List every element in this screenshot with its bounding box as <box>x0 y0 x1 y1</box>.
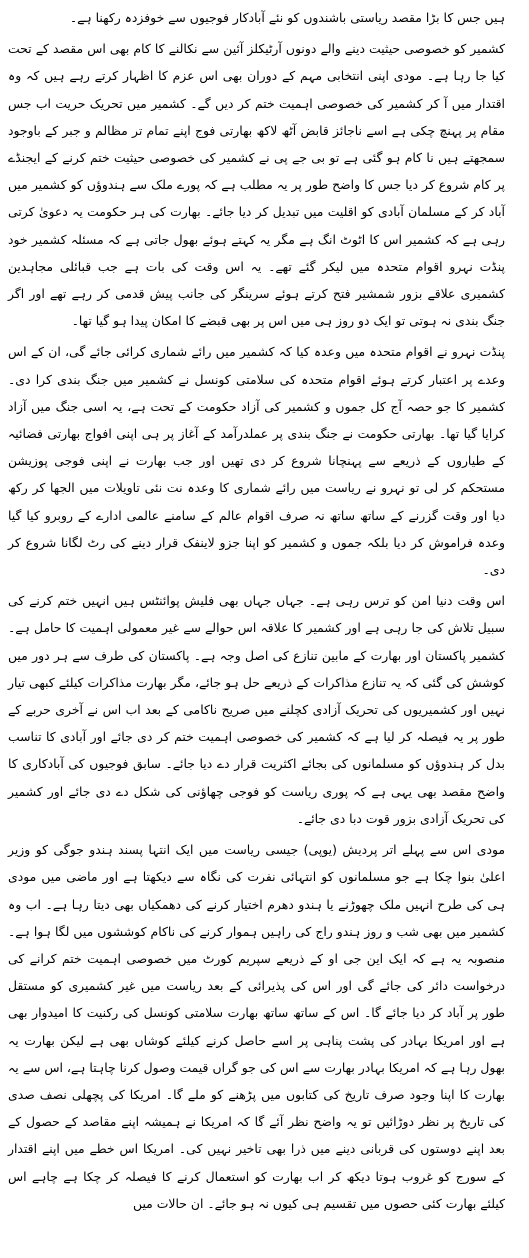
article-paragraph-1: ہیں جس کا بڑا مقصد ریاستی باشندوں کو نئے آبادکار فوجیوں سے خوفزدہ رکھنا ہے۔ <box>69 10 505 25</box>
article-paragraph-4: اس وقت دنیا امن کو ترس رہی ہے۔ جہاں جہاں بھی فلیش پوائنٹس ہیں انہیں ختم کرنے کی سبیل تلاش کی جا رہی ہے اور کشمیر کا علاقہ اس حوالے سے غیر معمولی اہمیت کا حامل ہے۔ کشمیر پاکستان اور بھارت کے مابین تنازع کی اصل وجہ ہے۔ پاکستان کی طرف سے ہر دور میں کوشش کی گئی کہ یہ تنازع مذاکرات کے ذریعے حل ہو جائے، مگر بھارت مذاکرات کیلئے کبھی تیار نہیں اور کشمیریوں کی تحریک آزادی کچلنے میں صریح ناکامی کے بعد اب اس نے آخری حربے کے طور پر یہ فیصلہ کر لیا ہے کہ کشمیر کی خصوصی اہمیت ختم کر دی جائے اور آبادی کا تناسب بدل کر ہندوؤں کو مسلمانوں کی بجائے اکثریت قرار دے دیا جائے۔ سابق فوجیوں کی آبادکاری کا واضح مقصد بھی یہی ہے کہ پوری ریاست کو فوجی چھاؤنی کی شکل دے دی جائے اور کشمیر کی تحریک آزادی بزور قوت دبا دی جائے۔ <box>8 593 505 826</box>
article-paragraph-5: مودی اس سے پہلے اتر پردیش (یوپی) جیسی ریاست میں ایک انتہا پسند ہندو جوگی کو وزیر اعلیٰ بنوا چکا ہے جو مسلمانوں کو انتہائی نفرت کی نگاہ سے دیکھتا ہے اور ماضی میں مودی ہی کی طرح انہیں ملک چھوڑنے یا ہندو دھرم اختیار کرنے کی دھمکیاں بھی دیتا رہا ہے۔ اب وہ کشمیر میں بھی شب و روز ہندو راج کی راہیں ہموار کرنے کی ناکام کوششوں میں لگا ہوا ہے۔ منصوبہ یہ ہے کہ ایک این جی او کے ذریعے سپریم کورٹ میں خصوصی اہمیت ختم کرانے کی درخواست دائر کی جائے گی اور اس کی پذیرائی کے بعد ریاست میں غیر کشمیری کو مستقل طور پر آباد کر دیا جائے گا۔ اس کے ساتھ ساتھ بھارت سلامتی کونسل کی رکنیت کا امیدوار بھی ہے اور امریکا بہادر کی پشت پناہی پر اسے حاصل کرنے کیلئے کوشاں بھی ہے لیکن بھارت یہ بھول رہا ہے کہ امریکا بہادر بھارت سے اس کی جو گراں قیمت وصول کرنا چاہتا ہے، اس سے یہ بھارت کا اپنا وجود صرف تاریخ کی کتابوں میں پڑھنے کو ملے گا۔ امریکا کی پچھلی نصف صدی کی تاریخ پر نظر دوڑائیں تو یہ واضح نظر آئے گا کہ امریکا نے ہمیشہ اپنے مقاصد کے حصول کے بعد اپنے دوستوں کی قربانی دینے میں ذرا بھی تاخیر نہیں کی۔ امریکا اس خطے میں اپنے اقتدار کے سورج کو غروب ہوتا دیکھ کر اب بھارت کو استعمال کرنے کا فیصلہ کر چکا ہے چاہے اس کیلئے بھارت کئی حصوں میں تقسیم ہی کیوں نہ ہو جائے۔ ان حالات میں <box>8 842 505 1211</box>
article-paragraph-3: پنڈت نہرو نے اقوام متحدہ میں وعدہ کیا کہ کشمیر میں رائے شماری کرائی جائے گی، ان کے اس وعدے پر اعتبار کرتے ہوئے اقوام متحدہ کی سلامتی کونسل نے کشمیر میں جنگ بندی کرا دی۔ کشمیر کا جو حصہ آج کل جموں و کشمیر کی آزاد حکومت کے تحت ہے، یہ اسی جنگ میں آزاد کرایا گیا تھا۔ بھارتی حکومت نے جنگ بندی پر عملدرآمد کے آغاز پر ہی اپنی افواج بھارتی فضائیہ کے طیاروں کے ذریعے سے پہنچانا شروع کر دی تھیں اور جب بھارت نے اپنی فوجی پوزیشن مستحکم کر لی تو نہرو نے ریاست میں رائے شماری کا وعدہ نت نئی تاویلات میں الجھا کر رکھ دیا اور وقت گزرنے کے ساتھ ساتھ نہ صرف اقوام عالم کے سامنے عالمی ادارے کے روبرو کیا گیا وعدہ فراموش کر دیا بلکہ جموں و کشمیر کو اپنا جزو لاینفک قرار دینے کی رٹ لگانا شروع کر دی۔ <box>8 344 505 578</box>
article-paragraph-2: کشمیر کو خصوصی حیثیت دینے والے دونوں آرٹیکلز آئین سے نکالنے کا کام بھی اس مقصد کے تحت کیا جا رہا ہے۔ مودی اپنی انتخابی مہم کے دوران بھی اس عزم کا اظہار کرتے رہے ہیں کہ وہ اقتدار میں آ کر کشمیر کی خصوصی اہمیت ختم کر دیں گے۔ کشمیر میں تحریک حریت اب جس مقام پر پہنچ چکی ہے اسے ناجائز قابض آٹھ لاکھ بھارتی فوج اپنے تمام تر مظالم و جبر کے باوجود سمجھتے ہیں نا کام ہو گئی ہے تو بی جے پی نے کشمیر کی خصوصی حیثیت ختم کرنے کے ایجنڈے پر کام شروع کر دیا جس کا واضح طور پر یہ مطلب ہے کہ پورے ملک سے ہندوؤں کو کشمیر میں آباد کر کے مسلمان آبادی کو اقلیت میں تبدیل کر دیا جائے۔ بھارت کی ہر حکومت یہ دعویٰ کرتی رہی ہے کہ کشمیر اس کا اٹوٹ انگ ہے مگر یہ کہتے ہوئے بھول جاتی ہے کہ مسئلہ کشمیر خود پنڈت نہرو اقوام متحدہ میں لیکر گئے تھے۔ یہ اس وقت کی بات ہے جب قبائلی مجاہدین کشمیری علاقے بزور شمشیر فتح کرتے ہوئے سرینگر کی جانب پیش قدمی کر رہے تھے اور اگر جنگ بندی نہ ہوتی تو ایک دو روز ہی میں اس پر بھی قبضے کا امکان پیدا ہو گیا تھا۔ <box>8 41 505 329</box>
